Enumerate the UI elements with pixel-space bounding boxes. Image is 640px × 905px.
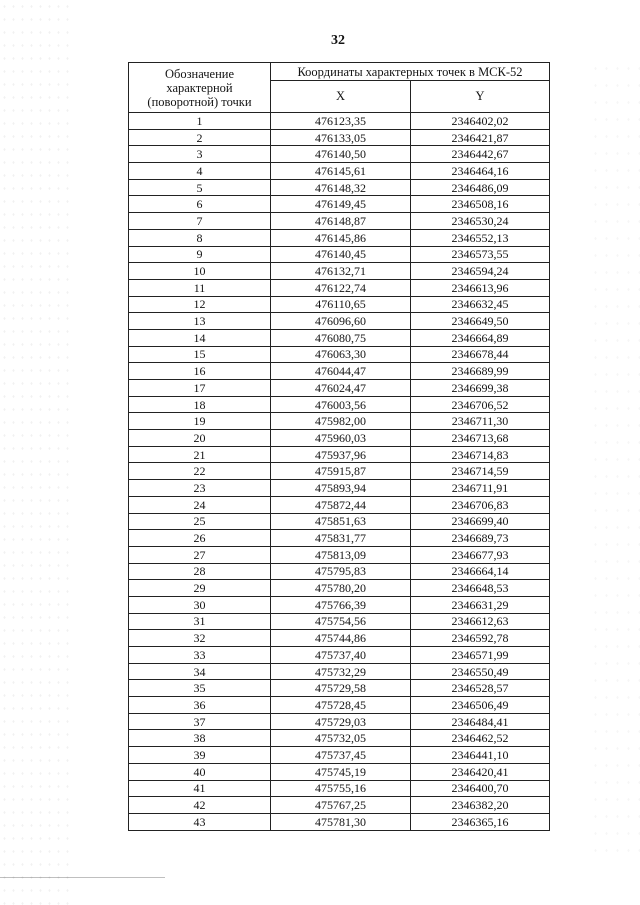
table-row — [129, 563, 550, 580]
y-coordinate-cell: 2346402,02 — [411, 113, 550, 130]
point-number-cell: 25 — [129, 513, 271, 530]
y-coordinate-cell: 2346506,49 — [411, 697, 550, 714]
x-coordinate-cell: 476149,45 — [271, 196, 411, 213]
y-coordinate-cell: 2346711,91 — [411, 480, 550, 497]
y-coordinate-cell: 2346528,57 — [411, 680, 550, 697]
x-coordinate-cell: 475767,25 — [271, 797, 411, 814]
y-coordinate-cell: 2346442,67 — [411, 146, 550, 163]
y-coordinate-cell: 2346464,16 — [411, 163, 550, 180]
x-coordinate-cell: 476140,45 — [271, 246, 411, 263]
point-number-cell: 4 — [129, 163, 271, 180]
point-number-cell: 2 — [129, 129, 271, 146]
point-number-cell: 28 — [129, 563, 271, 580]
point-number-cell: 20 — [129, 430, 271, 447]
y-coordinate-cell: 2346508,16 — [411, 196, 550, 213]
y-coordinate-cell: 2346632,45 — [411, 296, 550, 313]
table-row — [129, 213, 550, 230]
point-number-cell: 34 — [129, 663, 271, 680]
x-coordinate-cell: 475915,87 — [271, 463, 411, 480]
table-row — [129, 263, 550, 280]
coordinates-title-header: Координаты характерных точек в МСК-52 — [271, 63, 550, 81]
y-coordinate-cell: 2346678,44 — [411, 346, 550, 363]
point-number-cell: 32 — [129, 630, 271, 647]
y-coordinate-cell: 2346664,89 — [411, 329, 550, 346]
table-row — [129, 697, 550, 714]
point-number-cell: 16 — [129, 363, 271, 380]
table-row — [129, 780, 550, 797]
point-number-cell: 19 — [129, 413, 271, 430]
point-number-cell: 40 — [129, 763, 271, 780]
table-row — [129, 113, 550, 130]
table-header-row — [129, 63, 550, 81]
table-row — [129, 596, 550, 613]
y-coordinate-cell: 2346484,41 — [411, 713, 550, 730]
x-coordinate-cell: 476145,86 — [271, 229, 411, 246]
x-coordinate-cell: 476122,74 — [271, 279, 411, 296]
point-number-cell: 41 — [129, 780, 271, 797]
point-number-cell: 1 — [129, 113, 271, 130]
x-coordinate-cell: 475745,19 — [271, 763, 411, 780]
point-number-cell: 30 — [129, 596, 271, 613]
x-coordinate-cell: 475780,20 — [271, 580, 411, 597]
y-coordinate-cell: 2346714,83 — [411, 446, 550, 463]
point-number-cell: 43 — [129, 813, 271, 830]
x-coordinate-cell: 475729,03 — [271, 713, 411, 730]
x-coordinate-cell: 475982,00 — [271, 413, 411, 430]
point-number-cell: 15 — [129, 346, 271, 363]
x-coordinate-cell: 476148,32 — [271, 179, 411, 196]
x-coordinate-cell: 475795,83 — [271, 563, 411, 580]
table-row — [129, 797, 550, 814]
y-coordinate-cell: 2346612,63 — [411, 613, 550, 630]
table-row — [129, 613, 550, 630]
point-number-cell: 39 — [129, 747, 271, 764]
y-coordinate-cell: 2346649,50 — [411, 313, 550, 330]
x-coordinate-cell: 476044,47 — [271, 363, 411, 380]
table-row — [129, 363, 550, 380]
x-coordinate-cell: 476096,60 — [271, 313, 411, 330]
table-row — [129, 680, 550, 697]
point-number-cell: 14 — [129, 329, 271, 346]
y-coordinate-cell: 2346400,70 — [411, 780, 550, 797]
y-coordinate-cell: 2346648,53 — [411, 580, 550, 597]
x-coordinate-cell: 475729,58 — [271, 680, 411, 697]
y-coordinate-cell: 2346699,38 — [411, 380, 550, 397]
x-coordinate-cell: 475737,40 — [271, 647, 411, 664]
x-coordinate-cell: 476123,35 — [271, 113, 411, 130]
y-coordinate-cell: 2346462,52 — [411, 730, 550, 747]
designation-header-line: характерной — [166, 80, 233, 95]
table-row — [129, 513, 550, 530]
table-row — [129, 730, 550, 747]
scan-noise-left — [0, 0, 70, 905]
point-number-cell: 10 — [129, 263, 271, 280]
x-coordinate-cell: 475732,05 — [271, 730, 411, 747]
x-coordinate-cell: 476132,71 — [271, 263, 411, 280]
y-coordinate-cell: 2346571,99 — [411, 647, 550, 664]
point-number-cell: 37 — [129, 713, 271, 730]
x-column-header: X — [271, 81, 411, 113]
table-row — [129, 580, 550, 597]
point-number-cell: 18 — [129, 396, 271, 413]
table-row — [129, 246, 550, 263]
table-row — [129, 129, 550, 146]
point-number-cell: 24 — [129, 496, 271, 513]
table-row — [129, 146, 550, 163]
x-coordinate-cell: 475872,44 — [271, 496, 411, 513]
x-coordinate-cell: 476140,50 — [271, 146, 411, 163]
table-row — [129, 296, 550, 313]
y-coordinate-cell: 2346689,99 — [411, 363, 550, 380]
x-coordinate-cell: 476148,87 — [271, 213, 411, 230]
y-coordinate-cell: 2346714,59 — [411, 463, 550, 480]
table-row — [129, 663, 550, 680]
point-number-cell: 38 — [129, 730, 271, 747]
table-row — [129, 380, 550, 397]
table-row — [129, 463, 550, 480]
point-number-cell: 36 — [129, 697, 271, 714]
point-number-cell: 11 — [129, 279, 271, 296]
y-column-header: Y — [411, 81, 550, 113]
table-row — [129, 813, 550, 830]
x-coordinate-cell: 476063,30 — [271, 346, 411, 363]
x-coordinate-cell: 475728,45 — [271, 697, 411, 714]
table-row — [129, 530, 550, 547]
y-coordinate-cell: 2346677,93 — [411, 546, 550, 563]
table-row — [129, 179, 550, 196]
x-coordinate-cell: 476133,05 — [271, 129, 411, 146]
x-coordinate-cell: 476003,56 — [271, 396, 411, 413]
y-coordinate-cell: 2346365,16 — [411, 813, 550, 830]
scan-noise-right — [590, 60, 640, 860]
y-coordinate-cell: 2346713,68 — [411, 430, 550, 447]
point-number-cell: 5 — [129, 179, 271, 196]
x-coordinate-cell: 475755,16 — [271, 780, 411, 797]
y-coordinate-cell: 2346530,24 — [411, 213, 550, 230]
x-coordinate-cell: 475893,94 — [271, 480, 411, 497]
x-coordinate-cell: 475744,86 — [271, 630, 411, 647]
point-number-cell: 9 — [129, 246, 271, 263]
point-number-cell: 31 — [129, 613, 271, 630]
y-coordinate-cell: 2346594,24 — [411, 263, 550, 280]
x-coordinate-cell: 475813,09 — [271, 546, 411, 563]
point-number-cell: 42 — [129, 797, 271, 814]
point-number-cell: 35 — [129, 680, 271, 697]
table-row — [129, 480, 550, 497]
scan-artifact-line — [0, 877, 165, 878]
y-coordinate-cell: 2346592,78 — [411, 630, 550, 647]
designation-header-line: Обозначение — [164, 66, 235, 81]
y-coordinate-cell: 2346441,10 — [411, 747, 550, 764]
x-coordinate-cell: 476145,61 — [271, 163, 411, 180]
y-coordinate-cell: 2346689,73 — [411, 530, 550, 547]
point-number-cell: 21 — [129, 446, 271, 463]
y-coordinate-cell: 2346486,09 — [411, 179, 550, 196]
point-number-cell: 22 — [129, 463, 271, 480]
table-row — [129, 446, 550, 463]
x-coordinate-cell: 476110,65 — [271, 296, 411, 313]
point-number-cell: 29 — [129, 580, 271, 597]
table-row — [129, 196, 550, 213]
table-row — [129, 279, 550, 296]
point-designation-header — [129, 63, 271, 113]
x-coordinate-cell: 475937,96 — [271, 446, 411, 463]
point-number-cell: 17 — [129, 380, 271, 397]
y-coordinate-cell: 2346552,13 — [411, 229, 550, 246]
designation-header-line: (поворотной) точки — [147, 94, 252, 109]
table-row — [129, 496, 550, 513]
y-coordinate-cell: 2346421,87 — [411, 129, 550, 146]
x-coordinate-cell: 475732,29 — [271, 663, 411, 680]
y-coordinate-cell: 2346420,41 — [411, 763, 550, 780]
x-coordinate-cell: 475960,03 — [271, 430, 411, 447]
table-row — [129, 346, 550, 363]
point-number-cell: 8 — [129, 229, 271, 246]
table-row — [129, 229, 550, 246]
y-coordinate-cell: 2346613,96 — [411, 279, 550, 296]
point-number-cell: 26 — [129, 530, 271, 547]
x-coordinate-cell: 475781,30 — [271, 813, 411, 830]
y-coordinate-cell: 2346664,14 — [411, 563, 550, 580]
table-row — [129, 630, 550, 647]
y-coordinate-cell: 2346706,52 — [411, 396, 550, 413]
table-row — [129, 413, 550, 430]
page-number: 32 — [331, 33, 345, 48]
point-number-cell: 23 — [129, 480, 271, 497]
y-coordinate-cell: 2346631,29 — [411, 596, 550, 613]
table-row — [129, 713, 550, 730]
point-number-cell: 33 — [129, 647, 271, 664]
point-number-cell: 6 — [129, 196, 271, 213]
table-row — [129, 647, 550, 664]
table-row — [129, 546, 550, 563]
y-coordinate-cell: 2346699,40 — [411, 513, 550, 530]
point-number-cell: 13 — [129, 313, 271, 330]
y-coordinate-cell: 2346550,49 — [411, 663, 550, 680]
table-row — [129, 329, 550, 346]
point-number-cell: 12 — [129, 296, 271, 313]
table-row — [129, 313, 550, 330]
y-coordinate-cell: 2346706,83 — [411, 496, 550, 513]
point-number-cell: 7 — [129, 213, 271, 230]
y-coordinate-cell: 2346711,30 — [411, 413, 550, 430]
x-coordinate-cell: 475766,39 — [271, 596, 411, 613]
point-number-cell: 27 — [129, 546, 271, 563]
table-row — [129, 430, 550, 447]
x-coordinate-cell: 475851,63 — [271, 513, 411, 530]
table-row — [129, 763, 550, 780]
x-coordinate-cell: 476080,75 — [271, 329, 411, 346]
point-number-cell: 3 — [129, 146, 271, 163]
x-coordinate-cell: 475831,77 — [271, 530, 411, 547]
table-row — [129, 747, 550, 764]
y-coordinate-cell: 2346573,55 — [411, 246, 550, 263]
x-coordinate-cell: 475754,56 — [271, 613, 411, 630]
y-coordinate-cell: 2346382,20 — [411, 797, 550, 814]
coordinates-table — [128, 62, 550, 831]
x-coordinate-cell: 475737,45 — [271, 747, 411, 764]
x-coordinate-cell: 476024,47 — [271, 380, 411, 397]
table-body — [129, 113, 550, 831]
table-row — [129, 163, 550, 180]
table-row — [129, 396, 550, 413]
